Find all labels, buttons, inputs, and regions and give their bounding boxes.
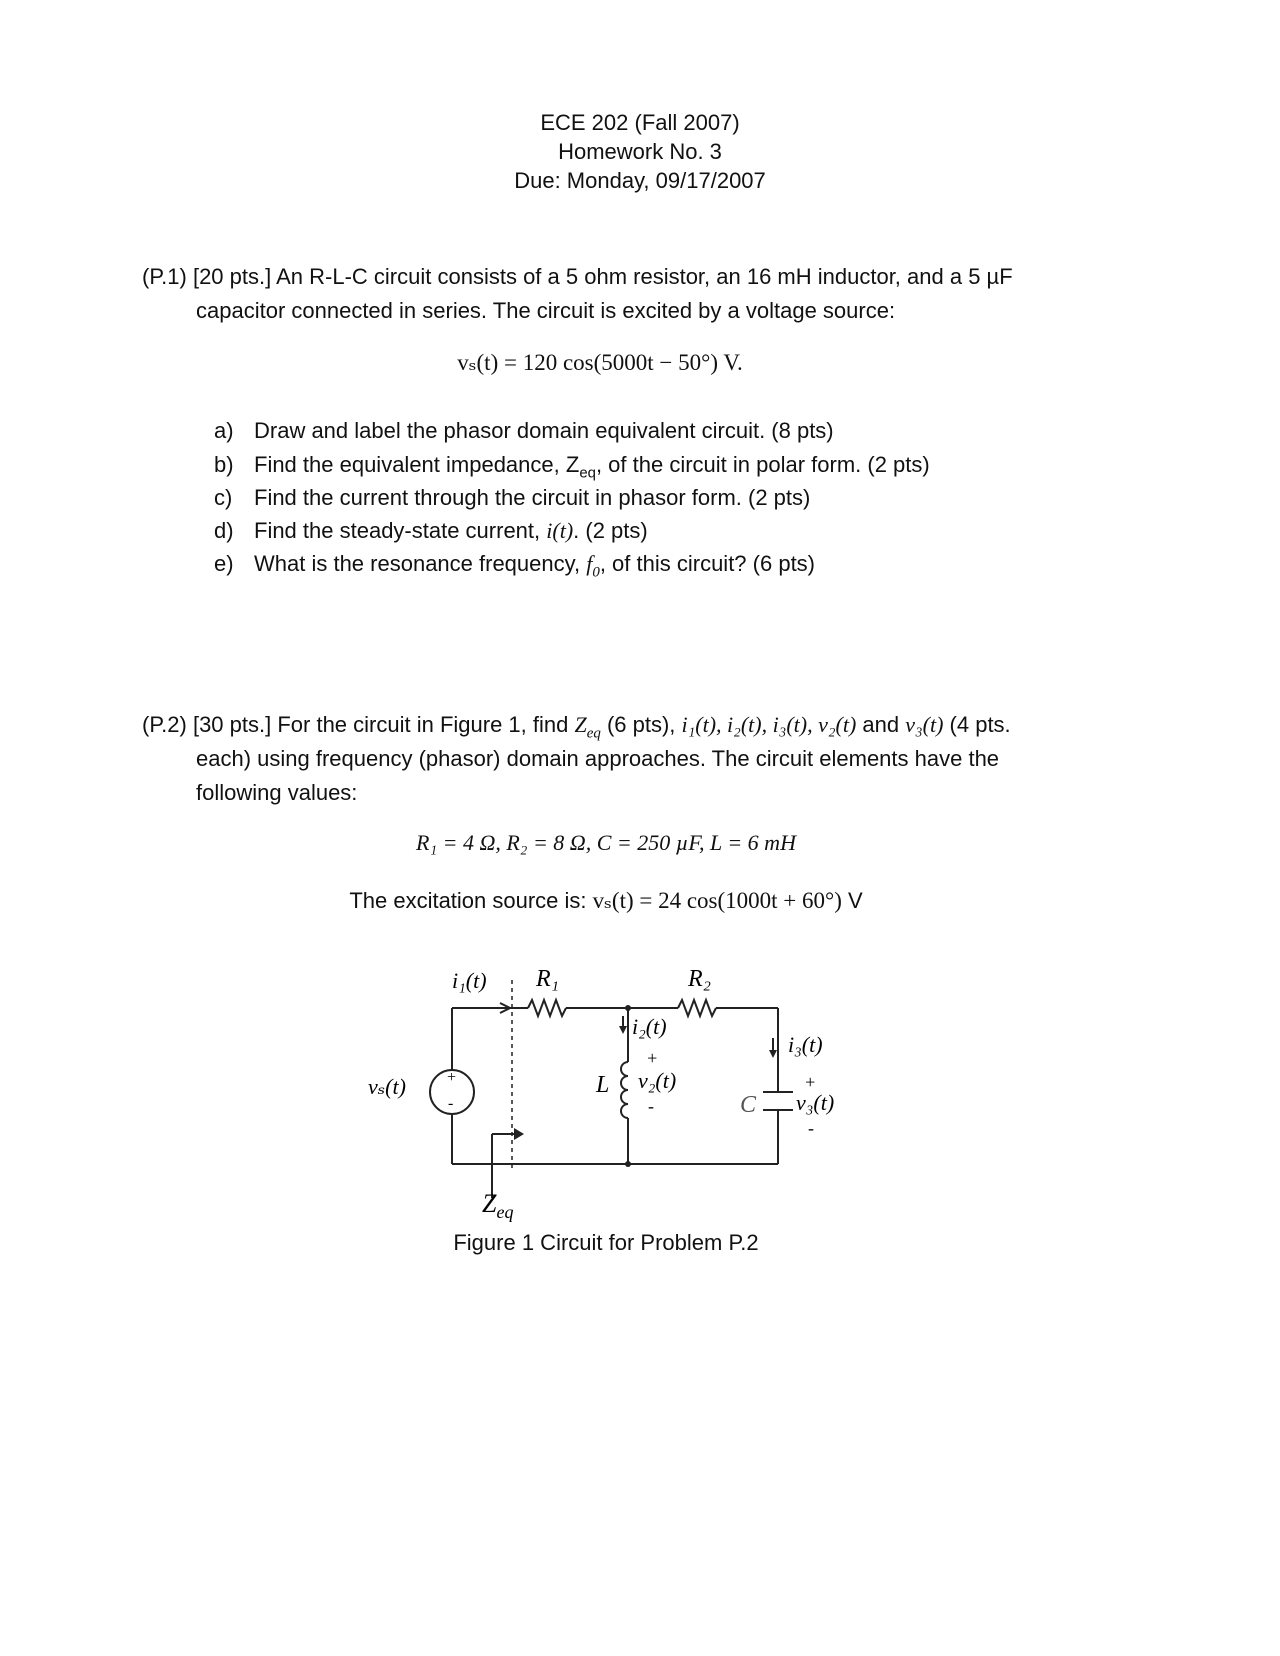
p2-line1-mid: (6 pts), bbox=[600, 712, 682, 737]
label-zeq-sub: eq bbox=[496, 1202, 514, 1222]
p1-item-a bbox=[214, 418, 1114, 452]
label-r2: R₂ bbox=[688, 966, 712, 992]
p1-equation: vₛ(t) = 120 cos(5000t − 50°) V. bbox=[457, 350, 743, 375]
item-pre: What is the resonance frequency, bbox=[254, 551, 587, 576]
figure-caption: Figure 1 Circuit for Problem P.2 bbox=[453, 1230, 759, 1255]
label-i1: i₁(t) bbox=[452, 968, 487, 993]
source-minus: - bbox=[448, 1095, 454, 1112]
label-c: C bbox=[740, 1092, 757, 1118]
p2-source-pre: The excitation source is: bbox=[349, 888, 593, 913]
label-v3: v₃(t) bbox=[796, 1090, 835, 1115]
circuit-diagram bbox=[340, 950, 900, 1230]
p2-line1-pre: For the circuit in Figure 1, find bbox=[277, 712, 575, 737]
resistor-r2 bbox=[678, 1000, 716, 1016]
item-math: f bbox=[586, 551, 593, 576]
item-text bbox=[254, 551, 816, 581]
item-math: i(t) bbox=[546, 518, 574, 543]
label-v2: v₂(t) bbox=[638, 1068, 677, 1093]
p1-item-d bbox=[214, 518, 1114, 552]
p1-item-e bbox=[214, 551, 1114, 585]
label-v3-minus: - bbox=[808, 1118, 814, 1138]
junction-top bbox=[625, 1005, 631, 1011]
item-sub: 0 bbox=[592, 564, 600, 581]
item-post: . (2 pts) bbox=[573, 518, 648, 543]
p2-source-unit: V bbox=[841, 888, 863, 913]
p2-currents: i₁(t), i₂(t), i₃(t), v₂(t) bbox=[681, 712, 857, 737]
junction-bottom bbox=[625, 1161, 631, 1167]
i3-arrowhead bbox=[769, 1050, 777, 1058]
item-marker: d) bbox=[214, 518, 234, 543]
source-plus: + bbox=[446, 1069, 457, 1086]
p2-zeq: Z bbox=[574, 712, 587, 737]
label-zeq bbox=[482, 1189, 513, 1222]
item-text bbox=[254, 452, 930, 482]
p2-intro bbox=[142, 708, 1142, 742]
item-marker: a) bbox=[214, 418, 234, 443]
item-pre: Find the steady-state current, bbox=[254, 518, 547, 543]
item-marker: b) bbox=[214, 452, 234, 477]
p1-intro-line2: capacitor connected in series. The circuit is excited by a voltage source: bbox=[196, 298, 896, 323]
p2-label: (P.2) [30 pts.] bbox=[142, 712, 272, 737]
label-i2: i₂(t) bbox=[632, 1014, 667, 1039]
p2-line2: each) using frequency (phasor) domain approaches. The circuit elements have the bbox=[196, 746, 1000, 771]
item-pre: Find the equivalent impedance, Z bbox=[254, 452, 580, 477]
p2-line3: following values: bbox=[196, 780, 358, 805]
item-marker: e) bbox=[214, 551, 234, 576]
p1-intro-line1: An R-L-C circuit consists of a 5 ohm resistor, an 16 mH inductor, and a 5 µF bbox=[276, 264, 1013, 289]
p2-line1-and: and bbox=[856, 712, 906, 737]
item-post: , of the circuit in polar form. (2 pts) bbox=[595, 452, 930, 477]
item-post: , of this circuit? (6 pts) bbox=[599, 551, 816, 576]
label-v2-plus: + bbox=[646, 1048, 659, 1068]
p1-item-c bbox=[214, 485, 1114, 519]
p2-v3: v₃(t) bbox=[905, 712, 944, 737]
i2-arrowhead bbox=[619, 1026, 627, 1034]
inductor-l bbox=[621, 1062, 628, 1118]
p2-source-eq: vₛ(t) = 24 cos(1000t + 60°) bbox=[592, 888, 842, 913]
p2-values-text: R₁ = 4 Ω, R₂ = 8 Ω, C = 250 µF, L = 6 mH bbox=[416, 830, 796, 855]
p1-item-b bbox=[214, 452, 1114, 486]
resistor-r1 bbox=[528, 1000, 566, 1016]
p1-intro bbox=[142, 260, 1142, 294]
course-title: ECE 202 (Fall 2007) bbox=[540, 110, 740, 135]
item-marker: c) bbox=[214, 485, 233, 510]
p2-source bbox=[0, 888, 1212, 914]
label-l: L bbox=[596, 1072, 610, 1098]
label-r1: R₁ bbox=[536, 966, 560, 992]
item-text: Draw and label the phasor domain equivalent circuit. (8 pts) bbox=[254, 418, 834, 443]
label-zeq-main: Z bbox=[482, 1189, 497, 1218]
item-text bbox=[254, 518, 648, 544]
due-date: Due: Monday, 09/17/2007 bbox=[514, 168, 766, 193]
label-vs: vₛ(t) bbox=[368, 1074, 406, 1099]
label-i3: i₃(t) bbox=[788, 1032, 823, 1057]
p2-zeq-sub: eq bbox=[586, 725, 601, 742]
item-sub: eq bbox=[579, 464, 596, 482]
label-v3-plus: + bbox=[804, 1072, 817, 1092]
p1-label: (P.1) [20 pts.] bbox=[142, 264, 272, 289]
label-v2-minus: - bbox=[648, 1096, 654, 1116]
p2-line1-post: (4 pts. bbox=[943, 712, 1011, 737]
item-text: Find the current through the circuit in phasor form. (2 pts) bbox=[254, 485, 811, 510]
zeq-arrowhead bbox=[514, 1128, 524, 1140]
p2-values bbox=[0, 830, 1212, 856]
homework-title: Homework No. 3 bbox=[558, 139, 722, 164]
